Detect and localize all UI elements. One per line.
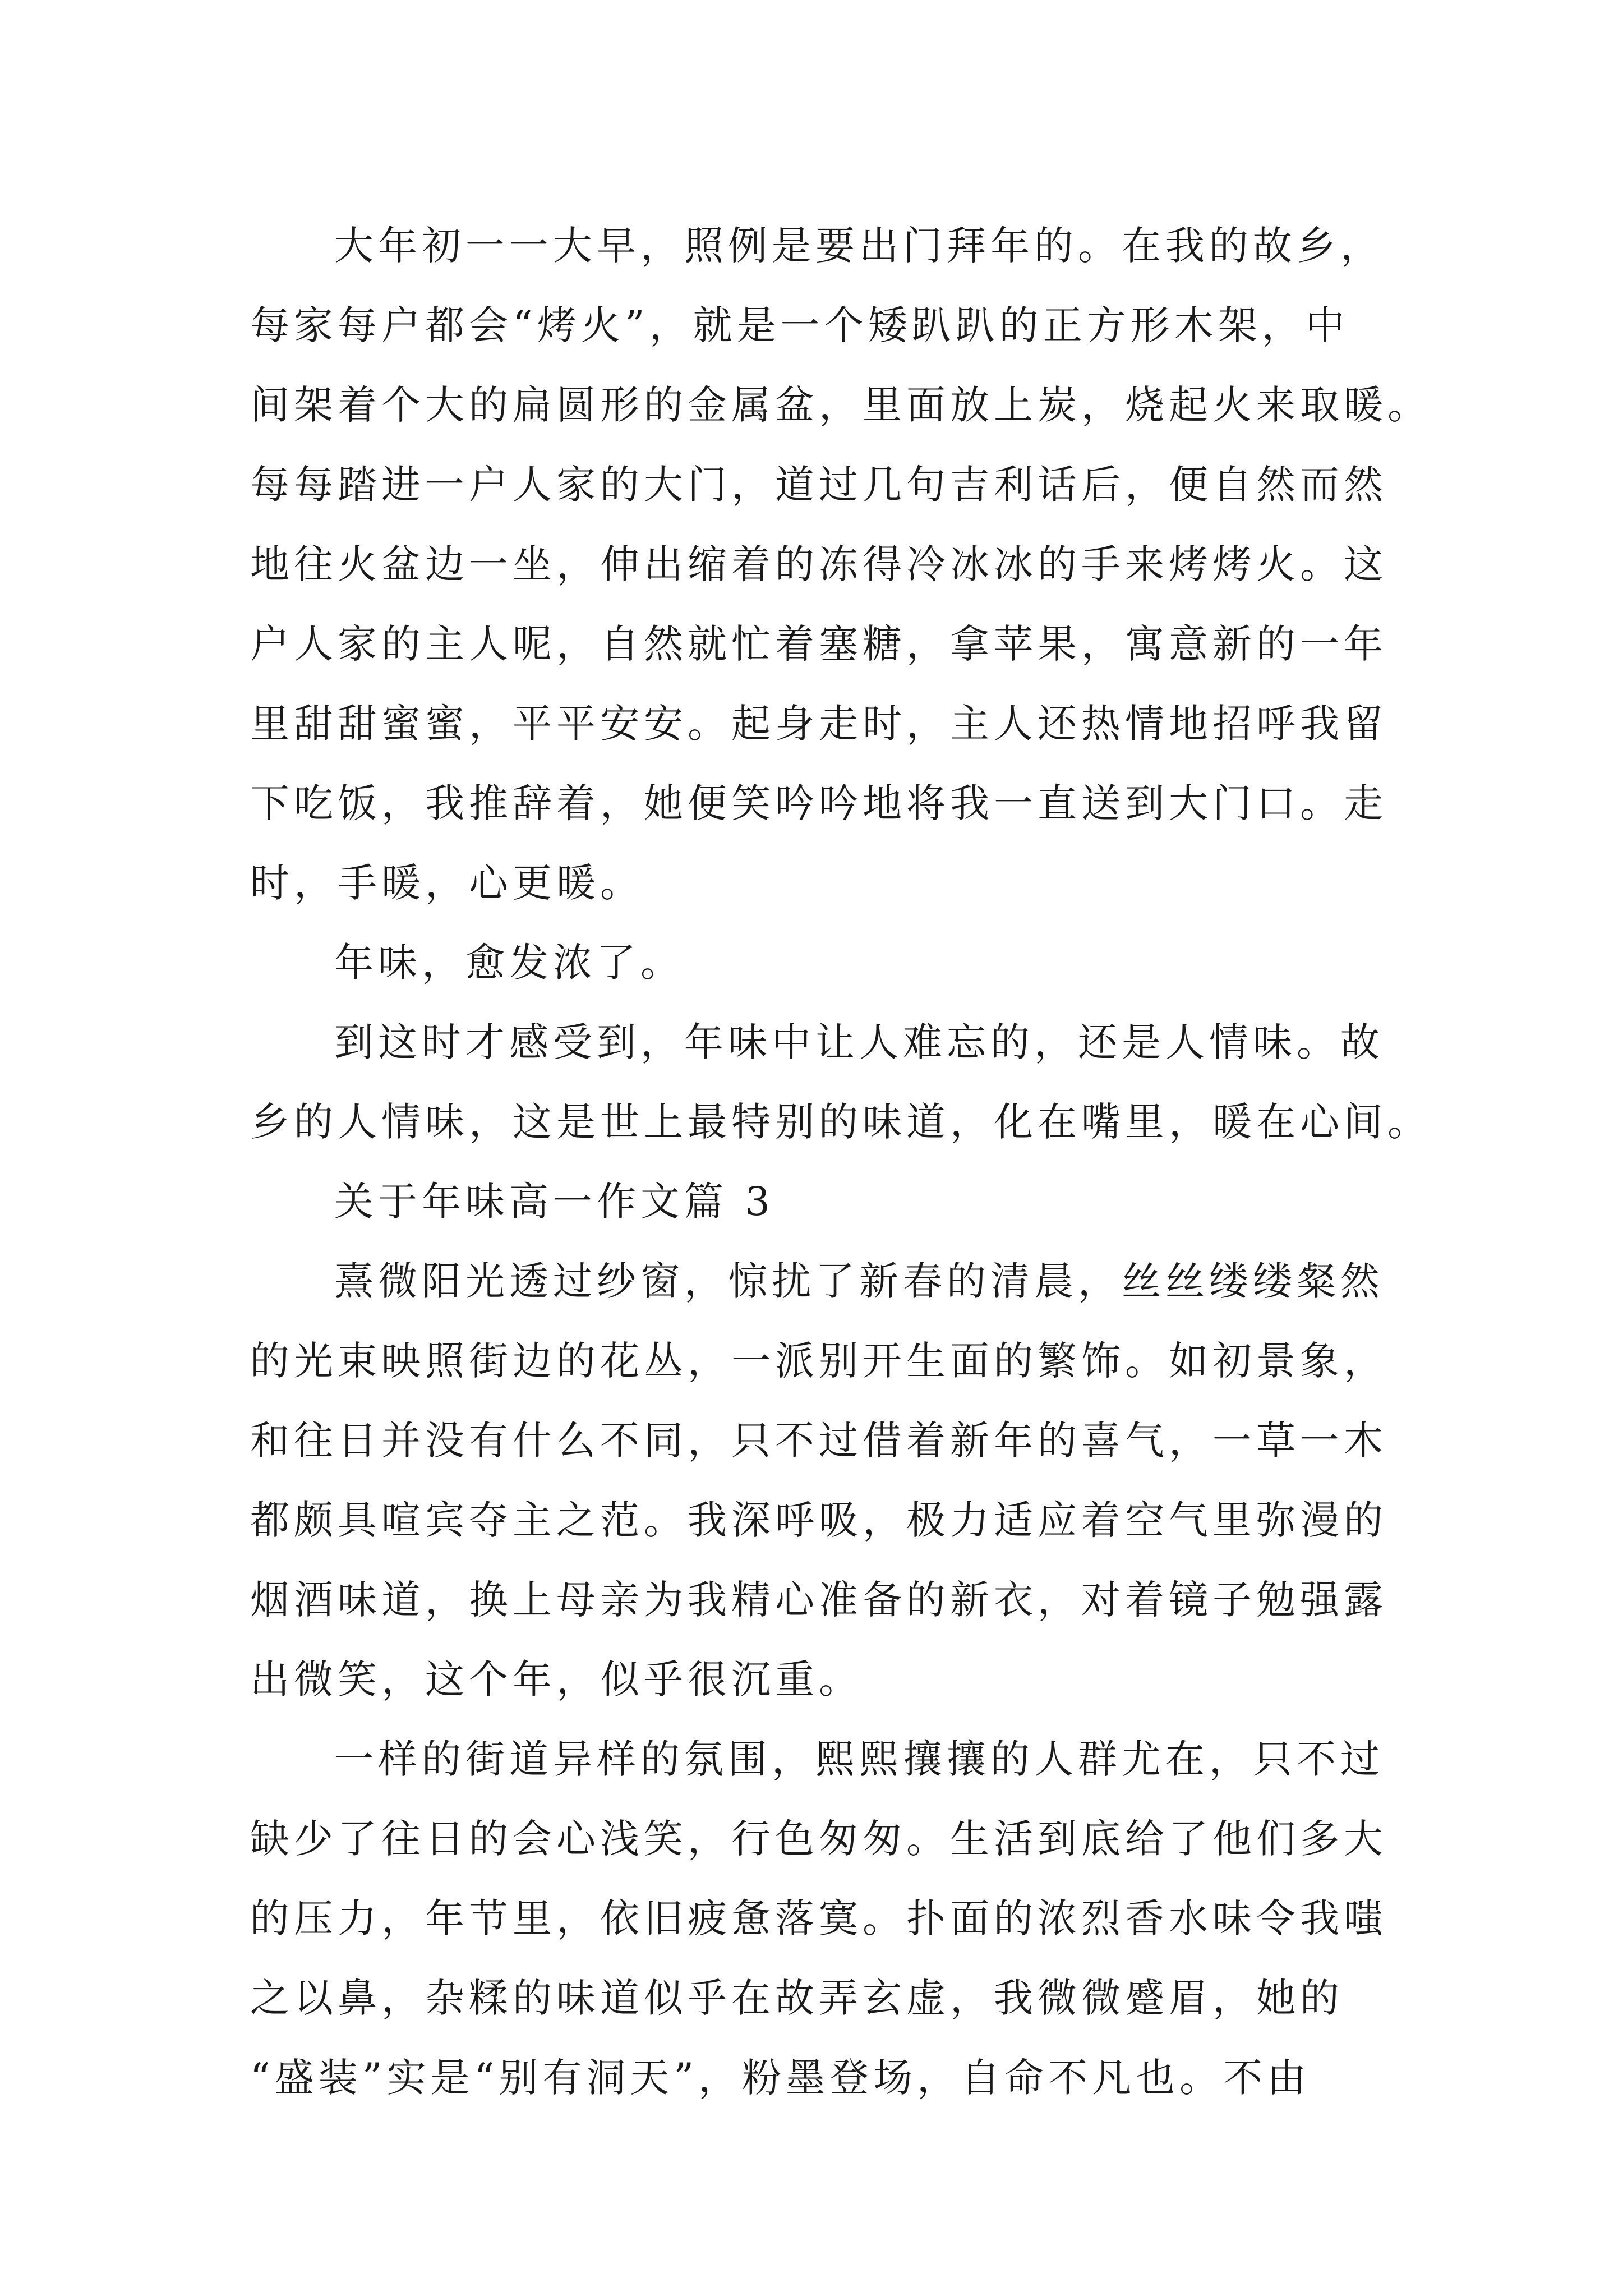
paragraph-line: 年味，愈发浓了。: [334, 940, 684, 986]
paragraph-line: 乡的人情味，这是世上最特别的味道，化在嘴里，暖在心间。: [250, 1099, 1431, 1145]
paragraph-line: 到这时才感受到，年味中让人难忘的，还是人情味。故: [334, 1019, 1384, 1065]
paragraph-line: “盛装”实是“别有洞天”，粉墨登场，自命不凡也。不由: [250, 2055, 1311, 2101]
paragraph-line: 和往日并没有什么不同，只不过借着新年的喜气，一草一木: [250, 1418, 1387, 1464]
paragraph-line: 烟酒味道，换上母亲为我精心准备的新衣，对着镜子勉强露: [250, 1577, 1387, 1623]
paragraph-line: 的光束映照街边的花丛，一派别开生面的繁饰。如初景象，: [250, 1338, 1387, 1384]
paragraph-line: 每家每户都会“烤火”，就是一个矮趴趴的正方形木架，中: [250, 302, 1349, 348]
section-heading: 关于年味高一作文篇 3: [334, 1179, 774, 1225]
paragraph-line: 间架着个大的扁圆形的金属盆，里面放上炭，烧起火来取暖。: [250, 382, 1431, 428]
paragraph-line: 缺少了往日的会心浅笑，行色匆匆。生活到底给了他们多大: [250, 1816, 1387, 1862]
paragraph-line: 一样的街道异样的氛围，熙熙攘攘的人群尤在，只不过: [334, 1736, 1384, 1782]
paragraph-line: 之以鼻，杂糅的味道似乎在故弄玄虚，我微微蹙眉，她的: [250, 1975, 1344, 2021]
paragraph-line: 里甜甜蜜蜜，平平安安。起身走时，主人还热情地招呼我留: [250, 701, 1387, 747]
paragraph-line: 户人家的主人呢，自然就忙着塞糖，拿苹果，寓意新的一年: [250, 621, 1387, 667]
paragraph-line: 大年初一一大早，照例是要出门拜年的。在我的故乡，: [334, 223, 1384, 269]
paragraph-line: 时，手暖，心更暖。: [250, 860, 644, 906]
paragraph-line: 熹微阳光透过纱窗，惊扰了新春的清晨，丝丝缕缕粲然: [334, 1258, 1384, 1304]
paragraph-line: 地往火盆边一坐，伸出缩着的冻得冷冰冰的手来烤烤火。这: [250, 541, 1387, 587]
paragraph-line: 出微笑，这个年，似乎很沉重。: [250, 1657, 863, 1703]
paragraph-line: 下吃饭，我推辞着，她便笑吟吟地将我一直送到大门口。走: [250, 780, 1387, 826]
paragraph-line: 都颇具喧宾夺主之范。我深呼吸，极力适应着空气里弥漫的: [250, 1497, 1387, 1543]
paragraph-line: 每每踏进一户人家的大门，道过几句吉利话后，便自然而然: [250, 462, 1387, 508]
paragraph-line: 的压力，年节里，依旧疲惫落寞。扑面的浓烈香水味令我嗤: [250, 1895, 1387, 1941]
